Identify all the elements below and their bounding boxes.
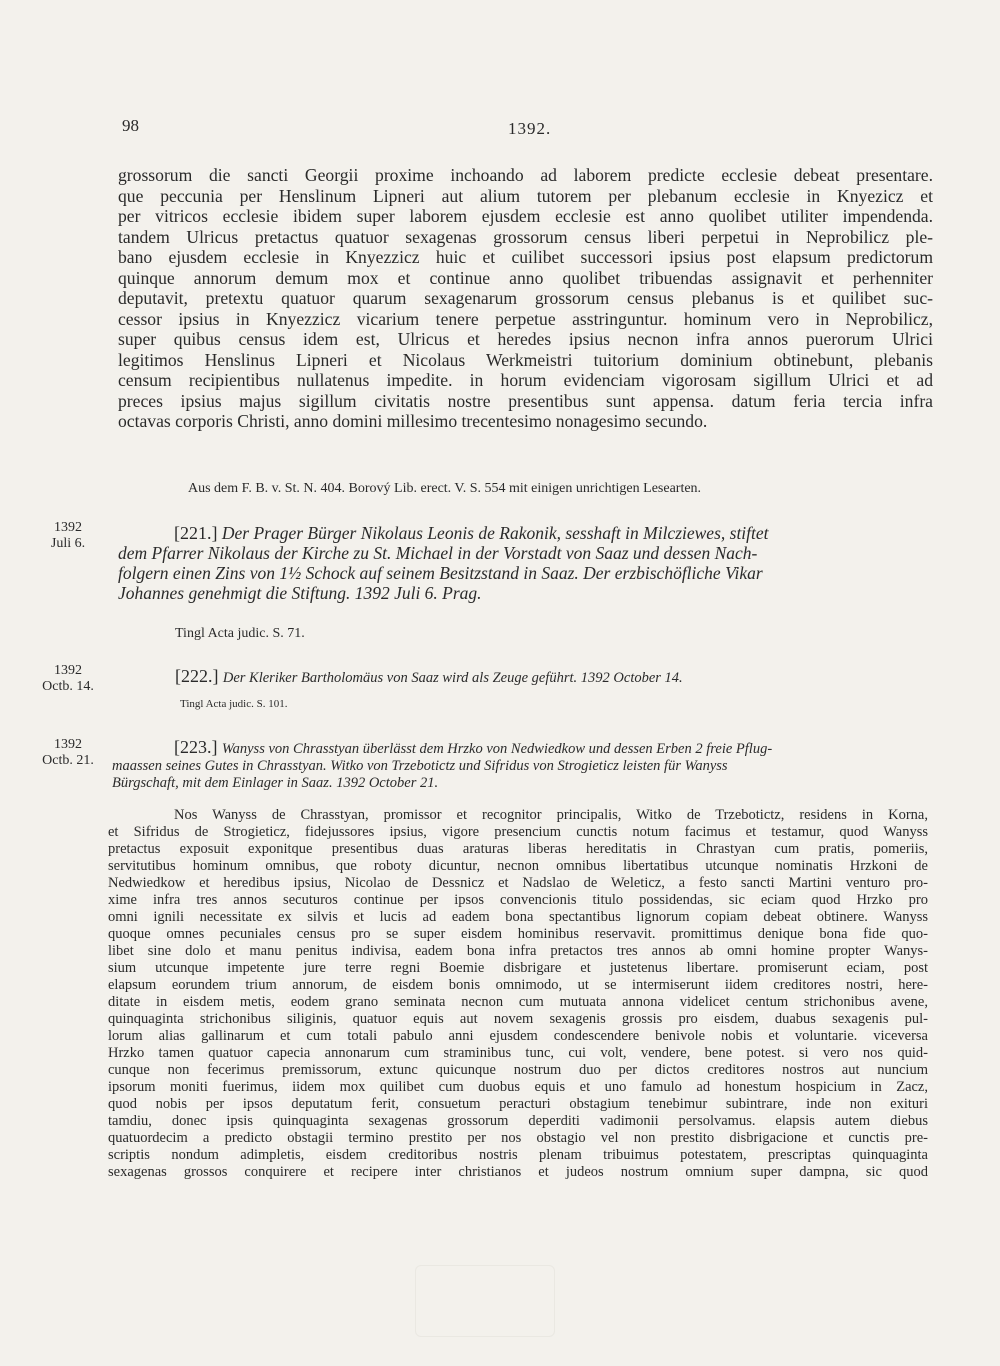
- margin-date: [38, 520, 98, 552]
- regest-223: [112, 737, 932, 792]
- margin-year: 1392: [54, 737, 82, 752]
- text-line: et Sifridus de Strogieticz, fidejussores ipsius, vigore presencium cunctis notum facimus et testamur, quod Wanyss: [108, 824, 928, 840]
- text-line: omni ignili necessitate ex silvis et lucis ad eadem bona spectantibus lignorum copiam debeat obtinere. Wanyss: [108, 909, 928, 925]
- margin-date: [38, 663, 98, 695]
- text-line: super quibus census idem est, Ulricus et heredes ipsius necnon infra annos puerorum Ulrici: [118, 329, 933, 349]
- regest-line: Bürgschaft, mit dem Einlager in Saaz. 1392 October 21.: [112, 775, 439, 791]
- regest-line: [112, 737, 932, 758]
- text-line: scriptis nondum adimpletis, eisdem creditoribus nostris plenam tribuimus potestatem, prescriptas quinquaginta: [108, 1147, 928, 1163]
- text-line: legitimos Henslinus Lipneri et Nicolaus Werkmeistri tuitorium dominium obtinebunt, plebanis: [118, 349, 933, 370]
- entry-number: [223.]: [174, 737, 218, 757]
- text-line: lorum alias gallinarum et cum totali pabulo anni ejusdem condescendere benivole nobis et voluntarie. viceversa: [108, 1028, 928, 1044]
- text-line: sexagenas grossos conquirere et recipere inter christianos et judeos nostrum omnium super dampna, sic quod: [108, 1164, 928, 1180]
- regest-222: [175, 666, 935, 687]
- text-line: libet sine dolo et manu penitus indivisa, eadem bona infra pretactos tres annos ab omni homine propter Wanys-: [108, 943, 928, 959]
- text-line: xime infra tres annos secuturos continue per ipsos convencionis titulo possidendas, sic eciam quod Hrzko pro: [108, 892, 928, 908]
- text-line: per vitricos ecclesie ibidem super laborem ejusdem ecclesie est anno quolibet utiliter impendenda.: [118, 206, 933, 226]
- text-line: grossorum die sancti Georgii proxime inchoando ad laborem predicte ecclesie debeat presentare.: [118, 165, 933, 185]
- margin-year: 1392: [54, 663, 82, 678]
- regest-text: Der Prager Bürger Nikolaus Leonis de Rakonik, sesshaft in Milcziewes, stiftet: [221, 523, 769, 543]
- text-line: preces ipsius majus sigillum civitatis nostre presentibus sunt appensa. datum feria tercia infra: [118, 390, 933, 411]
- text-line: ditate in eisdem metis, eodem grano seminata necnon cum mutuata annona videlicet centum strichonibus avene,: [108, 994, 928, 1010]
- regest-text: Wanyss von Chrasstyan überlässt dem Hrzko von Nedwiedkow und dessen Erben 2 freie Pflug-: [221, 741, 773, 757]
- page-header-year: 1392.: [508, 119, 552, 138]
- source-citation: Tingl Acta judic. S. 101.: [180, 698, 288, 710]
- margin-date: [38, 737, 98, 769]
- text-line: quinquaginta strichonibus siliginis, quatuor equis aut novem sexagenis grossis pro eisdem, duabus sexagenis pul-: [108, 1011, 928, 1027]
- text-line: quatuordecim a predicto obstagii termino prestito per nos obstagio vel non prestito disbrigacione et cunctis pre-: [108, 1130, 928, 1146]
- regest-line: [175, 666, 935, 687]
- text-line: que peccunia per Henslinum Lipneri aut alium tutorem per plebanum ecclesie in Knyezicz et: [118, 185, 933, 206]
- margin-day: Octb. 21.: [42, 753, 94, 768]
- text-line: ipsorum moniti fuerimus, iidem mox quilibet cum duobus equis et uno famulo ad honestum hospicium in Zacz,: [108, 1079, 928, 1095]
- charter-text-223: [108, 807, 928, 1181]
- text-line: bano ejusdem ecclesie in Knyezzicz huic et cuilibet successori ipsius post elapsum predictorum: [118, 247, 933, 267]
- regest-text: Der Kleriker Bartholomäus von Saaz wird als Zeuge geführt. 1392 October 14.: [222, 670, 683, 686]
- page-number: 98: [122, 116, 139, 135]
- source-citation: Tingl Acta judic. S. 71.: [175, 626, 305, 641]
- regest-line: maassen seines Gutes in Chrasstyan. Witko von Trzebotictz und Sifridus von Strogieticz leisten für Wanyss: [112, 758, 728, 774]
- text-line: cunque non fecerimus premissorum, extunc quicunque nostrum duo per dictos creditores nostros aut nuncium: [108, 1062, 928, 1078]
- text-line: elapsum eorundem trium annorum, de eisdem bonis omnimodo, ut se intermiserunt iidem creditores nostri, here-: [108, 977, 928, 993]
- margin-day: Octb. 14.: [42, 679, 94, 694]
- text-line: pretactus exposuit exponitque presentibus duas araturas liberas hereditatis in Chrastyan cum pratis, pomeriis,: [108, 841, 928, 857]
- text-line: quinque annorum demum mox et continue anno quolibet tribuendas assignavit et perhenniter: [118, 267, 933, 288]
- text-line: quod nobis per ipsos deputatum ferit, consuetum peracturi obstagium tenebimur subintrare, inde non exituri: [108, 1096, 928, 1112]
- text-line: Hrzko tamen quatuor capecia annonarum cum straminibus tunc, cui volt, vendere, bene potest. si vero nos quid-: [108, 1045, 928, 1061]
- text-line: censum recipientibus nullatenus impedite. in horum evidenciam vigorosam sigillum Ulrici et ad: [118, 370, 933, 390]
- text-line: tamdiu, donec ipsis quinquaginta sexagenas grossorum deperditi vadimonii persolvamus. elapsis autem diebus: [108, 1113, 928, 1129]
- regest-line: dem Pfarrer Nikolaus der Kirche zu St. Michael in der Vorstadt von Saaz und dessen Nach-: [118, 543, 758, 563]
- entry-number: [222.]: [175, 666, 219, 686]
- library-stamp: [415, 1265, 555, 1337]
- text-line: Nedwiedkow et heredibus ipsius, Nicolao de Dessnicz et Nadslao de Weleticz, a festo sancti Martini venturo pro-: [108, 875, 928, 891]
- text-line: quoque omnes pecuniales census pro se super eisdem hominibus reservavit. promittimus denique bona fide quo-: [108, 926, 928, 942]
- regest-221: [118, 523, 933, 603]
- text-line: cessor ipsius in Knyezzicz vicarium tenere perpetue asstringuntur. hominum vero in Neprobilicz,: [118, 308, 933, 329]
- entry-number: [221.]: [174, 523, 218, 543]
- regest-line: Johannes genehmigt die Stiftung. 1392 Juli 6. Prag.: [118, 583, 482, 603]
- margin-year: 1392: [54, 520, 82, 535]
- text-line: deputavit, pretextu quatuor quarum sexagenarum grossorum census plebanus is et quilibet suc-: [118, 288, 933, 308]
- text-line: servitutibus hominum omnibus, que roboty dicuntur, necnon omnibus libertatibus utcunque nominatis Hrzkoni de: [108, 858, 928, 874]
- margin-day: Juli 6.: [50, 536, 86, 551]
- text-line: Nos Wanyss de Chrasstyan, promissor et recognitor principalis, Witko de Trzebotictz, residens in Korna,: [174, 807, 928, 823]
- text-line: tandem Ulricus pretactus quatuor sexagenas grossorum census liberi perpetui in Neprobilicz ple-: [118, 226, 933, 247]
- regest-line: [118, 523, 933, 543]
- regest-line: folgern einen Zins von 1½ Schock auf seinem Besitzstand in Saaz. Der erzbischöfliche Vikar: [118, 563, 763, 583]
- continued-charter-text: [118, 165, 933, 432]
- source-citation: Aus dem F. B. v. St. N. 404. Borový Lib. erect. V. S. 554 mit einigen unrichtigen Lesearten.: [188, 481, 702, 496]
- text-line: octavas corporis Christi, anno domini millesimo trecentesimo nonagesimo secundo.: [118, 411, 708, 431]
- text-line: sium utcunque impetente jure terre regni Boemie disbrigare et justetenus libertare. promiserunt eciam, post: [108, 960, 928, 976]
